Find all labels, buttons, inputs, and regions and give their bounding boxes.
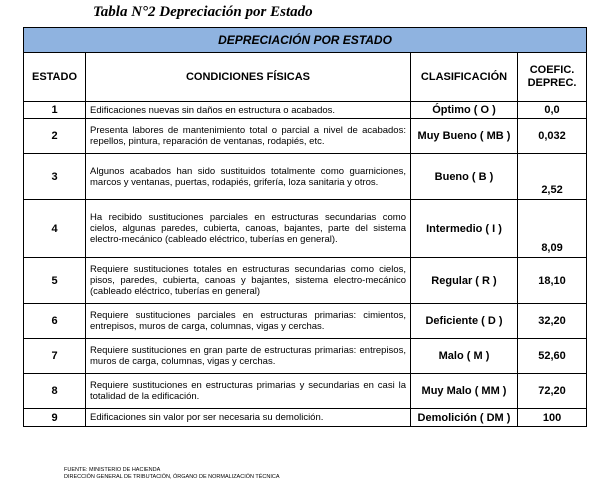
cell-estado: 4	[24, 200, 86, 258]
cell-coef: 0,032	[518, 119, 587, 154]
table-row	[24, 304, 587, 339]
table-caption: Tabla N°2 Depreciación por Estado	[93, 4, 313, 20]
table-row	[24, 102, 587, 119]
cell-estado: 2	[24, 119, 86, 154]
table-header-row	[24, 53, 587, 102]
source-line-2: DIRECCIÓN GENERAL DE TRIBUTACIÓN, ÓRGANO DE NORMALIZACIÓN TÉCNICA	[64, 474, 280, 480]
cell-clasificacion: Demolición ( DM )	[411, 409, 518, 427]
table-row	[24, 200, 587, 258]
cell-clasificacion: Regular ( R )	[411, 258, 518, 304]
cell-clasificacion: Deficiente ( D )	[411, 304, 518, 339]
cell-estado: 6	[24, 304, 86, 339]
cell-condiciones: Algunos acabados han sido sustituidos totalmente como guarniciones, marcos y ventanas, puertas, rodapiés, grifería, loza sanitaria y otros.	[86, 154, 411, 200]
cell-coef: 32,20	[518, 304, 587, 339]
header-estado: ESTADO	[24, 53, 86, 102]
header-condiciones: CONDICIONES FÍSICAS	[86, 53, 411, 102]
cell-clasificacion: Bueno ( B )	[411, 154, 518, 200]
header-coef: COEFIC. DEPREC.	[518, 53, 587, 102]
table-banner-row	[24, 28, 587, 53]
cell-condiciones: Presenta labores de mantenimiento total o parcial a nivel de acabados: repellos, pintura, reparación de ventanas, rodapiés, etc.	[86, 119, 411, 154]
cell-coef: 0,0	[518, 102, 587, 119]
cell-coef: 100	[518, 409, 587, 427]
cell-clasificacion: Muy Malo ( MM )	[411, 374, 518, 409]
source-note	[64, 467, 280, 481]
cell-clasificacion: Intermedio ( I )	[411, 200, 518, 258]
cell-clasificacion: Malo ( M )	[411, 339, 518, 374]
cell-estado: 3	[24, 154, 86, 200]
cell-coef: 52,60	[518, 339, 587, 374]
cell-condiciones: Requiere sustituciones parciales en estructuras primarias: cimientos, entrepisos, muros de carga, columnas, vigas y cerchas.	[86, 304, 411, 339]
cell-condiciones: Edificaciones nuevas sin daños en estructura o acabados.	[86, 102, 411, 119]
cell-coef: 18,10	[518, 258, 587, 304]
cell-estado: 5	[24, 258, 86, 304]
table-row	[24, 374, 587, 409]
cell-estado: 8	[24, 374, 86, 409]
source-line-1: FUENTE: MINISTERIO DE HACIENDA	[64, 467, 161, 473]
cell-clasificacion: Óptimo ( O )	[411, 102, 518, 119]
cell-coef: 2,52	[518, 154, 587, 200]
cell-clasificacion: Muy Bueno ( MB )	[411, 119, 518, 154]
table-banner: DEPRECIACIÓN POR ESTADO	[24, 28, 587, 53]
cell-condiciones: Requiere sustituciones en gran parte de estructuras primarias: entrepisos, muros de carga, columnas, vigas y cerchas.	[86, 339, 411, 374]
table-row	[24, 409, 587, 427]
cell-coef: 72,20	[518, 374, 587, 409]
table-row	[24, 339, 587, 374]
table-row	[24, 154, 587, 200]
cell-estado: 9	[24, 409, 86, 427]
table-row	[24, 258, 587, 304]
cell-estado: 7	[24, 339, 86, 374]
cell-condiciones: Edificaciones sin valor por ser necesaria su demolición.	[86, 409, 411, 427]
depreciation-table	[23, 27, 587, 427]
cell-condiciones: Requiere sustituciones totales en estructuras secundarias como cielos, pisos, paredes, cubierta, canoas y bajantes, sistema electro-mecánico (cableado eléctrico, tuberías en general)	[86, 258, 411, 304]
cell-estado: 1	[24, 102, 86, 119]
cell-condiciones: Ha recibido sustituciones parciales en estructuras secundarias como cielos, algunas paredes, cubierta, canoas, bajantes, parte del sistema electro-mecánico (cableado eléctrico, tuberías en general).	[86, 200, 411, 258]
cell-coef: 8,09	[518, 200, 587, 258]
cell-condiciones: Requiere sustituciones en estructuras primarias y secundarias en casi la totalidad de la edificación.	[86, 374, 411, 409]
header-clasificacion: CLASIFICACIÓN	[411, 53, 518, 102]
table-row	[24, 119, 587, 154]
